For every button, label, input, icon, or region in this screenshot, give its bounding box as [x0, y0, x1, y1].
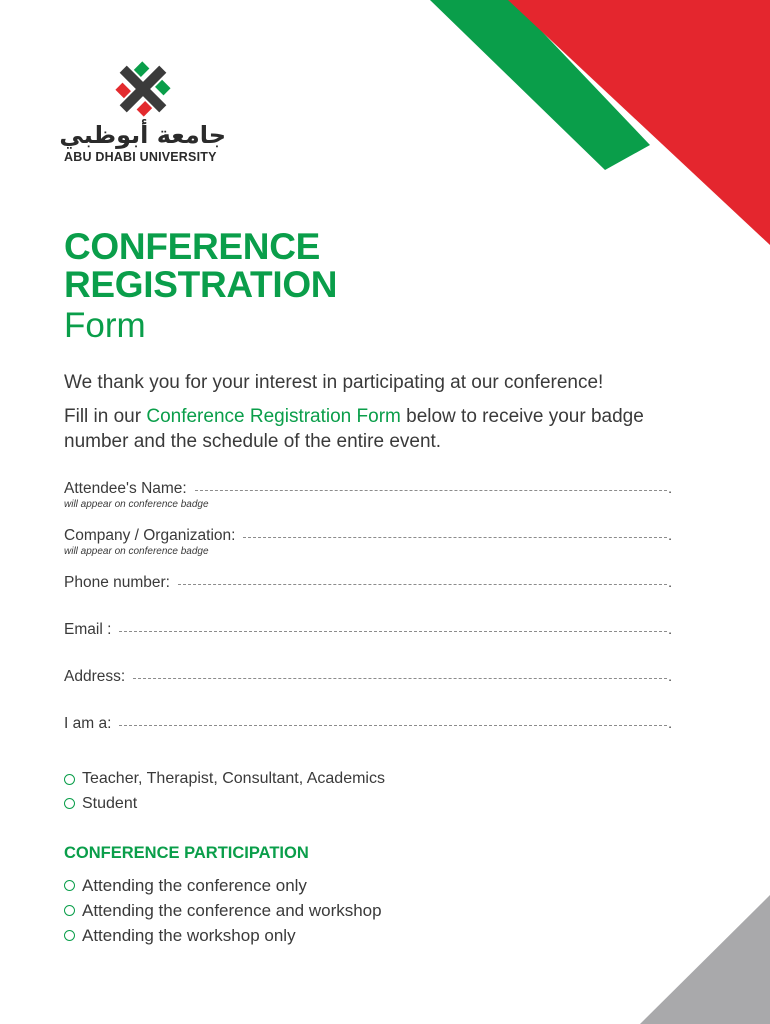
role-option-teacher[interactable] [64, 767, 385, 792]
option-label: Attending the workshop only [82, 925, 296, 945]
role-options [64, 767, 385, 816]
intro-line-2 [64, 404, 704, 454]
title-line-3: Form [64, 306, 146, 345]
field-label: Company / Organization: [64, 527, 236, 544]
participation-option-conference[interactable] [64, 873, 382, 898]
intro-post: below to receive your badge number and the schedule of the entire event. [64, 406, 644, 452]
field-label: Address: [64, 668, 126, 685]
address-input[interactable] [133, 664, 667, 679]
radio-button-icon[interactable] [64, 905, 75, 916]
field-hint: will appear on conference badge [64, 499, 209, 510]
title-line-2: REGISTRATION [64, 264, 338, 305]
logo-arabic-name: جامعة أبوظبي [59, 121, 226, 149]
attendee-name-field: Attendee's Name: . will appear on conference badge [64, 478, 672, 525]
gray-triangle [640, 895, 770, 1024]
option-label: Attending the conference only [82, 875, 307, 895]
address-field: Address: . [64, 666, 672, 713]
role-option-student[interactable] [64, 792, 385, 817]
field-hint: will appear on conference badge [64, 546, 209, 557]
form-title [64, 228, 337, 346]
option-label: Student [82, 794, 138, 812]
participation-title: CONFERENCE PARTICIPATION [64, 844, 309, 862]
field-label: Phone number: [64, 574, 170, 591]
company-field: Company / Organization: . will appear on conference badge [64, 525, 672, 572]
intro-highlight: Conference Registration Form [146, 406, 401, 427]
university-logo [59, 60, 234, 164]
participation-option-both[interactable] [64, 898, 382, 923]
intro-pre: Fill in our [64, 406, 147, 427]
company-input[interactable] [243, 523, 667, 538]
phone-input[interactable] [178, 570, 667, 585]
attendee-name-input[interactable] [195, 476, 667, 491]
title-line-1: CONFERENCE [64, 226, 321, 267]
role-field: I am a: . [64, 713, 672, 760]
participation-option-workshop[interactable] [64, 923, 382, 948]
email-input[interactable] [119, 617, 667, 632]
role-input[interactable] [119, 711, 667, 726]
radio-button-icon[interactable] [64, 930, 75, 941]
participation-options [64, 873, 382, 948]
field-label: I am a: [64, 715, 112, 732]
radio-button-icon[interactable] [64, 880, 75, 891]
field-label: Attendee's Name: [64, 480, 187, 497]
logo-mark [112, 60, 174, 118]
intro-line-1: We thank you for your interest in participating at our conference! [64, 372, 604, 393]
field-label: Email : [64, 621, 112, 638]
option-label: Teacher, Therapist, Consultant, Academics [82, 770, 385, 788]
red-triangle [508, 0, 770, 245]
phone-field: Phone number: . [64, 572, 672, 619]
email-field: Email : . [64, 619, 672, 666]
radio-button-icon[interactable] [64, 798, 75, 809]
intro-text [64, 370, 704, 463]
option-label: Attending the conference and workshop [82, 900, 382, 920]
green-stripe [430, 0, 650, 170]
radio-button-icon[interactable] [64, 774, 75, 785]
logo-english-name: ABU DHABI UNIVERSITY [64, 150, 217, 164]
form-fields [64, 478, 672, 760]
